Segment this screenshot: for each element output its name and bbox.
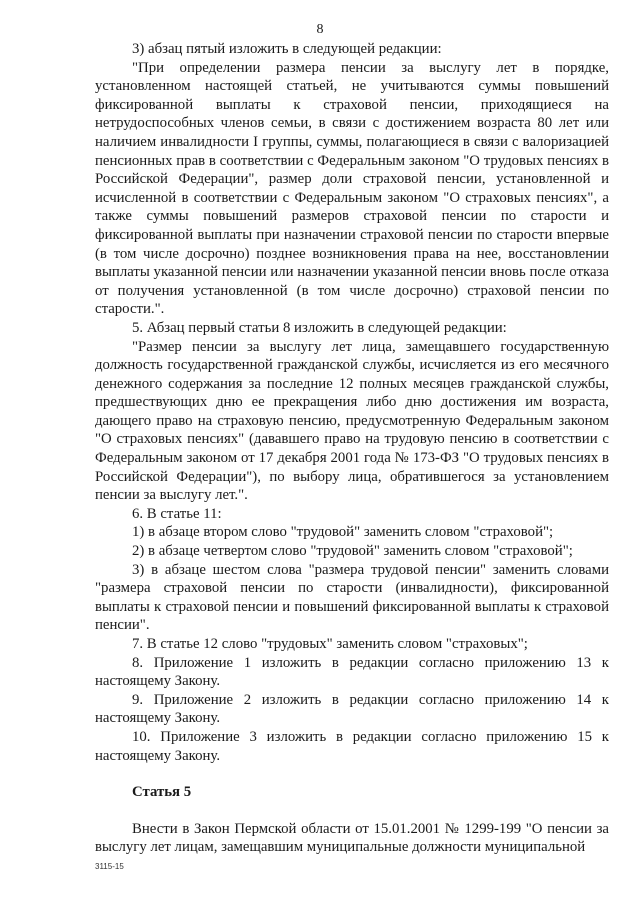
article-paragraph: Внести в Закон Пермской области от 15.01.2001 № 1299-199 "О пенсии за выслугу лет лицам, замещавшим муниципальные должности муниципальной	[95, 820, 609, 856]
paragraph: "Размер пенсии за выслугу лет лица, замещавшего государственную должность государственной гражданской службы, исчисляется из его месячного денежного содержания за последние 12 полных месяцев гражданской службы, предшествующих дню ее прекращения либо дню достижения им возраста, дающего право на страховую пенсию, предусмотренную Федеральным законом "О страховых пенсиях" (дававшего право на трудовую пенсию в соответствии с Федеральным законом от 17 декабря 2001 года № 173-ФЗ "О трудовых пенсиях в Российской Федерации"), по выбору лица, обратившегося за установлением пенсии за выслугу лет.".	[95, 338, 609, 504]
paragraph: 1) в абзаце втором слово "трудовой" заменить словом "страховой";	[132, 524, 554, 541]
paragraph: 5. Абзац первый статьи 8 изложить в следующей редакции:	[132, 319, 507, 336]
paragraph: "При определении размера пенсии за выслугу лет в порядке, установленном настоящей статьей, не учитываются суммы повышений фиксированной выплаты к страховой пенсии, приходящиеся на нетрудоспособных членов семьи, в связи с достижением возраста 80 лет или наличием инвалидности I группы, суммы, полагающиеся в связи с валоризацией пенсионных прав в соответствии с Федеральным законом "О трудовых пенсиях в Российской Федерации", размер доли страховой пенсии, установленной и исчисленной в соответствии с Федеральным законом "О страховых пенсиях", а также суммы повышений размеров страховой пенсии по старости и фиксированной выплаты при назначении страховой пенсии по старости впервые (в том числе досрочно) позднее возникновения права на нее, восстановлении выплаты указанной пенсии или назначении указанной пенсии вновь после отказа от получения установленной (в том числе досрочно) страховой пенсии по старости.".	[95, 59, 609, 318]
paragraph: 8. Приложение 1 изложить в редакции согласно приложению 13 к настоящему Закону.	[95, 654, 609, 690]
paragraph: 10. Приложение 3 изложить в редакции согласно приложению 15 к настоящему Закону.	[95, 728, 609, 764]
article-heading: Статья 5	[132, 784, 192, 801]
paragraph: 3) в абзаце шестом слова "размера трудовой пенсии" заменить словами "размера страховой пенсии по старости (инвалидности), фиксированной выплаты к страховой пенсии и повышений фиксированной выплаты к страховой пенсии".	[95, 561, 609, 634]
paragraph: 3) абзац пятый изложить в следующей редакции:	[132, 41, 442, 57]
document-code: 3115-15	[95, 862, 124, 871]
paragraph: 2) в абзаце четвертом слово "трудовой" заменить словом "страховой";	[132, 543, 573, 560]
paragraph: 6. В статье 11:	[132, 505, 222, 522]
document-body	[95, 40, 609, 857]
paragraph: 7. В статье 12 слово "трудовых" заменить словом "страховых";	[132, 636, 528, 652]
paragraph: 9. Приложение 2 изложить в редакции согласно приложению 14 к настоящему Закону.	[95, 691, 609, 727]
page-number: 8	[316, 22, 324, 37]
